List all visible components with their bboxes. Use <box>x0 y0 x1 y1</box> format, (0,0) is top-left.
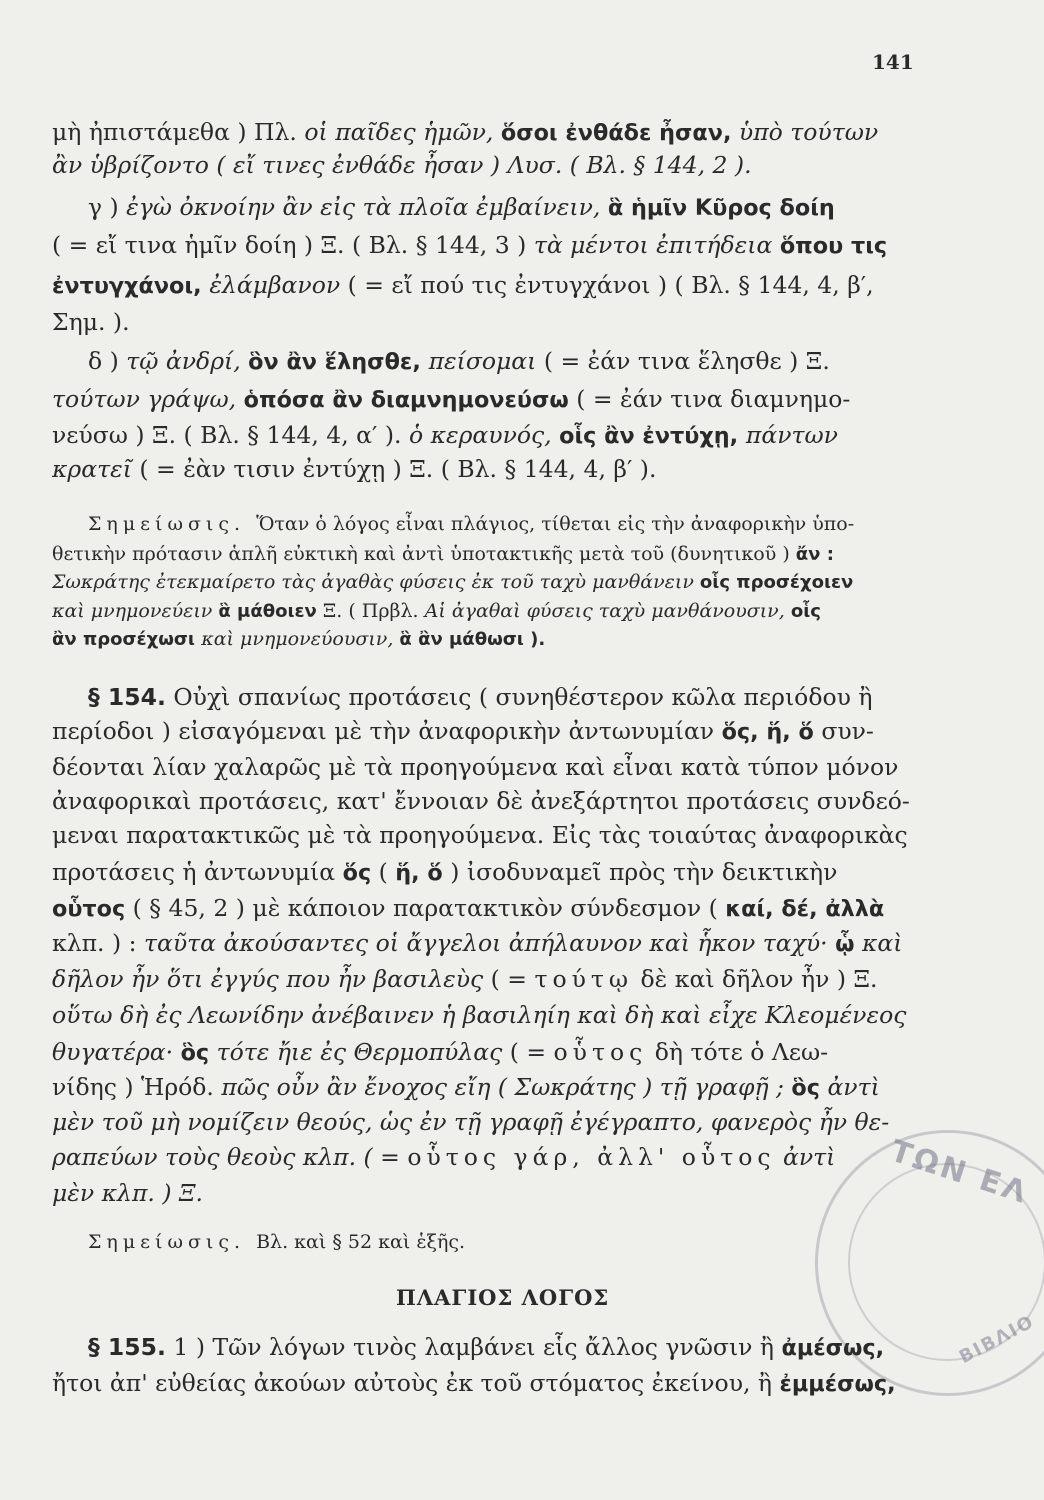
text-line: θυγατέρα· ὃς τότε ἤιε ἐς Θερμοπύλας ( = οὗτος δὴ τότε ὁ Λεω- <box>52 1038 829 1066</box>
text-line: ἐντυγχάνοι, ἐλάμβανον ( = εἴ πού τις ἐντυγχάνοι ) ( Βλ. § 144, 4, β′, <box>52 271 874 299</box>
text-line: μὲν τοῦ μὴ νομίζειν θεούς, ὡς ἐν τῇ γραφῇ ἐγέγραπτο, φανερὸς ἦν θε- <box>52 1108 890 1136</box>
page-number: 141 <box>872 50 914 74</box>
text-line: θετικὴν πρότασιν ἁπλῆ εὐκτικὴ καὶ ἀντὶ ὑποτακτικῆς μετὰ τοῦ (δυνητικοῦ ) ἄν : <box>52 543 834 565</box>
text-line: καὶ μνημονεύειν ἃ μάθοιεν Ξ. ( Πρβλ. Αἱ ἀγαθαὶ φύσεις ταχὺ μανθάνουσιν, οἷς <box>52 600 821 622</box>
text-line: νεύσω ) Ξ. ( Βλ. § 144, 4, α′ ). ὁ κεραυνός, οἷς ἂν ἐντύχῃ, πάντων <box>52 421 838 449</box>
section-heading: ΠΛΑΓΙΟΣ ΛΟΓΟΣ <box>396 1285 610 1310</box>
text-line: Σημείωσις. Βλ. καὶ § 52 καὶ ἑξῆς. <box>88 1231 466 1253</box>
text-line: Σημ. ). <box>52 308 130 336</box>
section-number: § 155. <box>88 1333 166 1361</box>
text-line: δ ) τῷ ἀνδρί, ὃν ἂν ἕλησθε, πείσομαι ( = ἐάν τινα ἕλησθε ) Ξ. <box>88 347 830 375</box>
text-line: ἀναφορικαὶ προτάσεις, κατ' ἔννοιαν δὲ ἀνεξάρτητοι προτάσεις συνδεό- <box>52 787 910 815</box>
text-line: κλπ. ) : ταῦτα ἀκούσαντες οἱ ἄγγελοι ἀπήλαυνον καὶ ἧκον ταχύ· ᾧ καὶ <box>52 929 903 957</box>
text-line: ἂν προσέχωσι καὶ μνημονεύουσιν, ἃ ἂν μάθωσι ). <box>52 628 546 650</box>
text-line: ἤτοι ἀπ' εὐθείας ἀκούων αὐτοὺς ἐκ τοῦ στόματος ἐκείνου, ἢ ἐμμέσως, <box>52 1369 896 1397</box>
text-line: § 154. Οὐχὶ σπανίως προτάσεις ( συνηθέστερον κῶλα περιόδου ἢ <box>88 683 873 711</box>
text-line: ( = εἴ τινα ἡμῖν δοίη ) Ξ. ( Βλ. § 144, 3 ) τὰ μέντοι ἐπιτήδεια ὅπου τις <box>52 231 888 259</box>
text-line: οὕτω δὴ ἐς Λεωνίδην ἀνέβαινεν ἡ βασιληίη καὶ δὴ καὶ εἶχε Κλεομένεος <box>52 1001 907 1029</box>
text-line: δῆλον ἦν ὅτι ἐγγύς που ἦν βασιλεὺς ( = τούτῳ δὲ καὶ δῆλον ἦν ) Ξ. <box>52 965 878 993</box>
text-line: ραπεύων τοὺς θεοὺς κλπ. ( = οὗτος γάρ, ἀλλ' οὗτος ἀντὶ <box>52 1143 836 1171</box>
text-line: δέονται λίαν χαλαρῶς μὲ τὰ προηγούμενα καὶ εἶναι κατὰ τύπον μόνον <box>52 753 899 781</box>
section-number: § 154. <box>88 683 166 711</box>
text-line: νίδης ) Ἡρόδ. πῶς οὖν ἂν ἔνοχος εἴη ( Σωκράτης ) τῇ γραφῇ ; ὃς ἀντὶ <box>52 1073 880 1101</box>
text-line: Σημείωσις. Ὅταν ὁ λόγος εἶναι πλάγιος, τίθεται εἰς τὴν ἀναφορικὴν ὑπο- <box>88 513 855 535</box>
text-line: § 155. 1 ) Τῶν λόγων τινὸς λαμβάνει εἷς ἄλλος γνῶσιν ἢ ἀμέσως, <box>88 1333 885 1361</box>
text-line: περίοδοι ) εἰσαγόμεναι μὲ τὴν ἀναφορικὴν ἀντωνυμίαν ὅς, ἥ, ὅ συν- <box>52 717 874 745</box>
text-line: τούτων γράψω, ὁπόσα ἂν διαμνημονεύσω ( = ἐάν τινα διαμνημο- <box>52 385 851 413</box>
text-line: μὴ ἠπιστάμεθα ) Πλ. οἱ παῖδες ἡμῶν, ὅσοι ἐνθάδε ἦσαν, ὑπὸ τούτων <box>52 118 879 146</box>
stamp-text: ΤΩΝ ΕΛ <box>886 1133 1034 1212</box>
text-line: Σωκράτης ἐτεκμαίρετο τὰς ἀγαθὰς φύσεις ἐκ τοῦ ταχὺ μανθάνειν οἷς προσέχοιεν <box>52 571 854 593</box>
stamp-text: ΒΙΒΛΙΟ <box>955 1310 1039 1369</box>
text-line: μὲν κλπ. ) Ξ. <box>52 1179 203 1207</box>
text-line: κρατεῖ ( = ἐὰν τισιν ἐντύχῃ ) Ξ. ( Βλ. § 144, 4, β′ ). <box>52 455 657 483</box>
text-line: ἂν ὑβρίζοντο ( εἴ τινες ἐνθάδε ἦσαν ) Λυσ. ( Βλ. § 144, 2 ). <box>52 151 752 179</box>
text-line: προτάσεις ἡ ἀντωνυμία ὅς ( ἥ, ὅ ) ἰσοδυναμεῖ πρὸς τὴν δεικτικὴν <box>52 858 838 886</box>
text-line: οὗτος ( § 45, 2 ) μὲ κάποιον παρατακτικὸν σύνδεσμον ( καί, δέ, ἀλλὰ <box>52 894 885 922</box>
text-line: γ ) ἐγὼ ὀκνοίην ἂν εἰς τὰ πλοῖα ἐμβαίνειν, ἃ ἡμῖν Κῦρος δοίη <box>88 193 835 221</box>
text-line: μεναι παρατακτικῶς μὲ τὰ προηγούμενα. Εἰς τὰς τοιαύτας ἀναφορικὰς <box>52 821 908 849</box>
